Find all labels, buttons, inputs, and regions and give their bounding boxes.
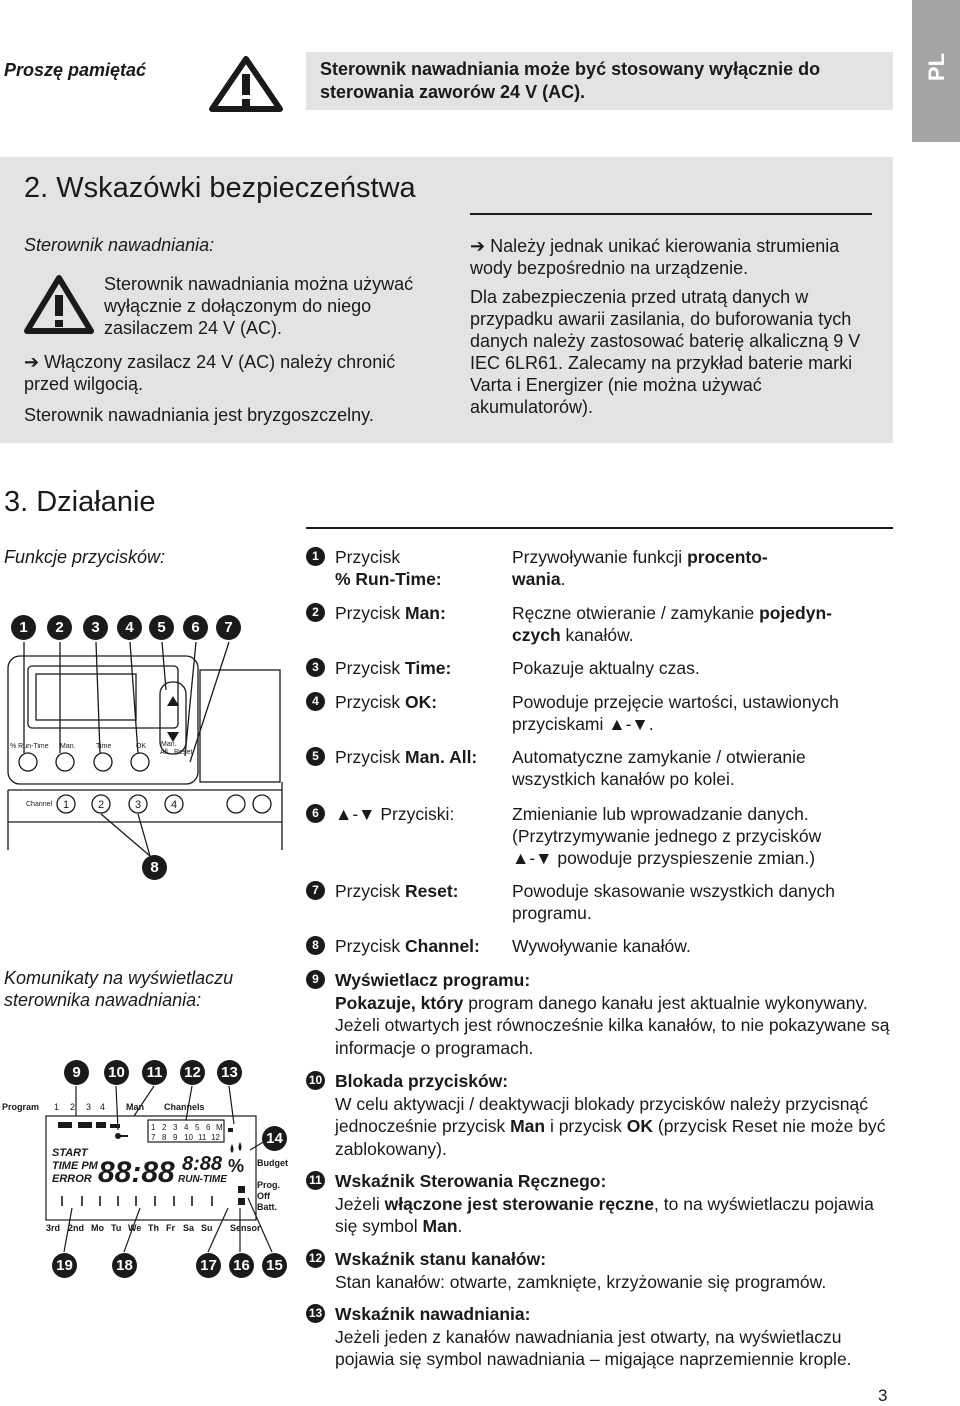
button-label: OK	[136, 743, 147, 750]
day-label: Th	[148, 1223, 159, 1233]
channels-row2: 11	[198, 1133, 207, 1142]
lcd-small-digits: 8:88	[182, 1153, 223, 1175]
day-label: Su	[201, 1223, 213, 1233]
safety-subheading: Sterownik nawadniania:	[24, 235, 215, 255]
day-label: 2nd	[68, 1223, 85, 1233]
page-number: 3	[878, 1386, 888, 1405]
channel-mark: 3	[134, 799, 142, 811]
channels-row2: 7	[151, 1133, 156, 1142]
buttons-label: Funkcje przycisków:	[4, 547, 166, 567]
controller-diagram	[0, 612, 290, 876]
lcd-sensor: Sensor	[230, 1223, 261, 1233]
lcd-mark: 18	[112, 1253, 137, 1278]
safety-bullet-1: ➔ Włączony zasilacz 24 V (AC) należy chronić przed wilgocią.	[24, 352, 396, 394]
controller-mark: 6	[183, 615, 208, 640]
display-label-2: sterownika nawadniania:	[4, 990, 202, 1010]
channels-row1: 6	[206, 1123, 211, 1132]
button-label: % Run-Time	[10, 743, 49, 750]
controller-mark: 8	[142, 855, 167, 880]
button-label: Reset	[174, 749, 193, 756]
para-item: 9 Wyświetlacz programu: Pokazuje, który program danego kanału jest aktualnie wykonywany. Jeżeli otwartych jest równocześnie kilka kanałów, to nie pokazywane są informacje o programach.	[306, 969, 896, 1059]
channels-row2: 12	[211, 1133, 220, 1142]
lcd-run-time: RUN-TIME	[178, 1174, 227, 1185]
section-rule	[306, 527, 893, 529]
channels-row1: 3	[173, 1123, 178, 1132]
lcd-percent: %	[228, 1156, 245, 1176]
day-label: Tu	[111, 1223, 122, 1233]
program-num: 1	[54, 1102, 60, 1112]
program-label: Program	[2, 1102, 40, 1112]
heading-rule	[470, 213, 872, 215]
channels-row2: 8	[162, 1133, 167, 1142]
lcd-off: Off	[257, 1191, 270, 1201]
channel-mark: 2	[97, 799, 105, 811]
warning-icon	[24, 275, 94, 335]
controller-mark: 7	[216, 615, 241, 640]
para-item: 11 Wskaźnik Sterowania Ręcznego: Jeżeli włączone jest sterowanie ręczne, to na wyświetlaczu pojawia się symbol Man.	[306, 1170, 896, 1238]
controller-mark: 3	[83, 615, 108, 640]
lcd-mark: 11	[142, 1060, 167, 1085]
remember-label: Proszę pamiętać	[4, 60, 147, 80]
day-label: Sa	[183, 1223, 195, 1233]
channels-row1: 5	[195, 1123, 200, 1132]
para-item: 12 Wskaźnik stanu kanałów: Stan kanałów: otwarte, zamknięte, krzyżowanie się programów.	[306, 1248, 896, 1293]
lcd-mark: 13	[217, 1060, 242, 1085]
lcd-mark: 16	[229, 1253, 254, 1278]
lcd-start: START	[52, 1147, 88, 1159]
channels-row1: 4	[184, 1123, 189, 1132]
channels-row1: 1	[151, 1123, 156, 1132]
controller-mark: 1	[11, 615, 36, 640]
day-label: 3rd	[46, 1223, 61, 1233]
safety-warning: Sterownik nawadniania można używać wyłącznie z dołączonym do niego zasilaczem 24 V (AC).	[104, 274, 414, 338]
controller-mark: 2	[47, 615, 72, 640]
button-label: Time	[96, 743, 112, 750]
button-label: Man.	[161, 741, 177, 748]
lcd-mark: 17	[196, 1253, 221, 1278]
display-label-1: Komunikaty na wyświetlaczu	[4, 968, 234, 988]
para-item: 13 Wskaźnik nawadniania: Jeżeli jeden z kanałów nawadniania jest otwarty, na wyświetlaczu pojawia się symbol nawadniania – migające naprzemiennie krople.	[306, 1303, 896, 1371]
lcd-mark: 14	[262, 1126, 287, 1151]
lcd-mark: 12	[180, 1060, 205, 1085]
lcd-budget: Budget	[257, 1158, 288, 1168]
controller-mark: 5	[149, 615, 174, 640]
lcd-drawing	[0, 1058, 300, 1288]
channel-mark: 1	[62, 799, 70, 811]
lcd-mark: 9	[64, 1060, 89, 1085]
lcd-mark: 19	[52, 1253, 77, 1278]
day-label: Fr	[166, 1223, 175, 1233]
safety-splash: Sterownik nawadniania jest bryzgoszczelny.	[24, 405, 374, 425]
channels-label: Channels	[164, 1102, 205, 1112]
lcd-mark: 10	[104, 1060, 129, 1085]
notice-text: Sterownik nawadniania może być stosowany wyłącznie do sterowania zaworów 24 V (AC).	[320, 59, 821, 102]
lcd-batt: Batt.	[257, 1202, 277, 1212]
man-label: Man	[126, 1102, 144, 1112]
channels-row2: 10	[184, 1133, 193, 1142]
operation-heading: 3. Działanie	[4, 486, 156, 518]
para-item: 10 Blokada przycisków: W celu aktywacji / deaktywacji blokady przycisków należy przycisnąć jednocześnie przycisk Man i przycisk OK (przycisk Reset nie może być zablokowany).	[306, 1070, 896, 1160]
notice-box	[306, 52, 893, 110]
program-num: 4	[100, 1102, 106, 1112]
channels-row1: 2	[162, 1123, 167, 1132]
channels-row2: 9	[173, 1133, 178, 1142]
controller-drawing	[0, 612, 290, 872]
lcd-time-pm: TIME PM	[52, 1160, 98, 1172]
controller-mark: 4	[117, 615, 142, 640]
safety-heading: 2. Wskazówki bezpieczeństwa	[24, 172, 416, 204]
day-label: Mo	[91, 1223, 104, 1233]
lcd-diagram	[0, 1058, 300, 1288]
lcd-big-digits: 88:88	[98, 1156, 175, 1189]
language-tab: PL	[912, 0, 960, 142]
lcd-prog: Prog.	[257, 1180, 281, 1190]
safety-bullet-2: ➔ Należy jednak unikać kierowania strumienia wody bezpośrednio na urządzenie.	[470, 236, 840, 278]
program-num: 3	[86, 1102, 92, 1112]
lcd-error: ERROR	[52, 1173, 92, 1185]
channel-label: Channel	[26, 801, 53, 808]
safety-battery: Dla zabezpieczenia przed utratą danych w przypadku awarii zasilania, do buforowania tych danych należy zastosować baterię alkaliczną 9 V IEC 6LR61. Zalecamy na przykład baterie marki Varta i Energizer (nie można używać akumulatorów).	[470, 287, 861, 417]
channel-mark: 4	[170, 799, 178, 811]
day-label: We	[128, 1223, 142, 1233]
program-num: 2	[70, 1102, 76, 1112]
button-label: All	[160, 749, 168, 756]
channels-row1: M	[216, 1123, 223, 1132]
warning-icon	[209, 56, 283, 112]
button-label: Man.	[60, 743, 76, 750]
lcd-mark: 15	[262, 1253, 287, 1278]
